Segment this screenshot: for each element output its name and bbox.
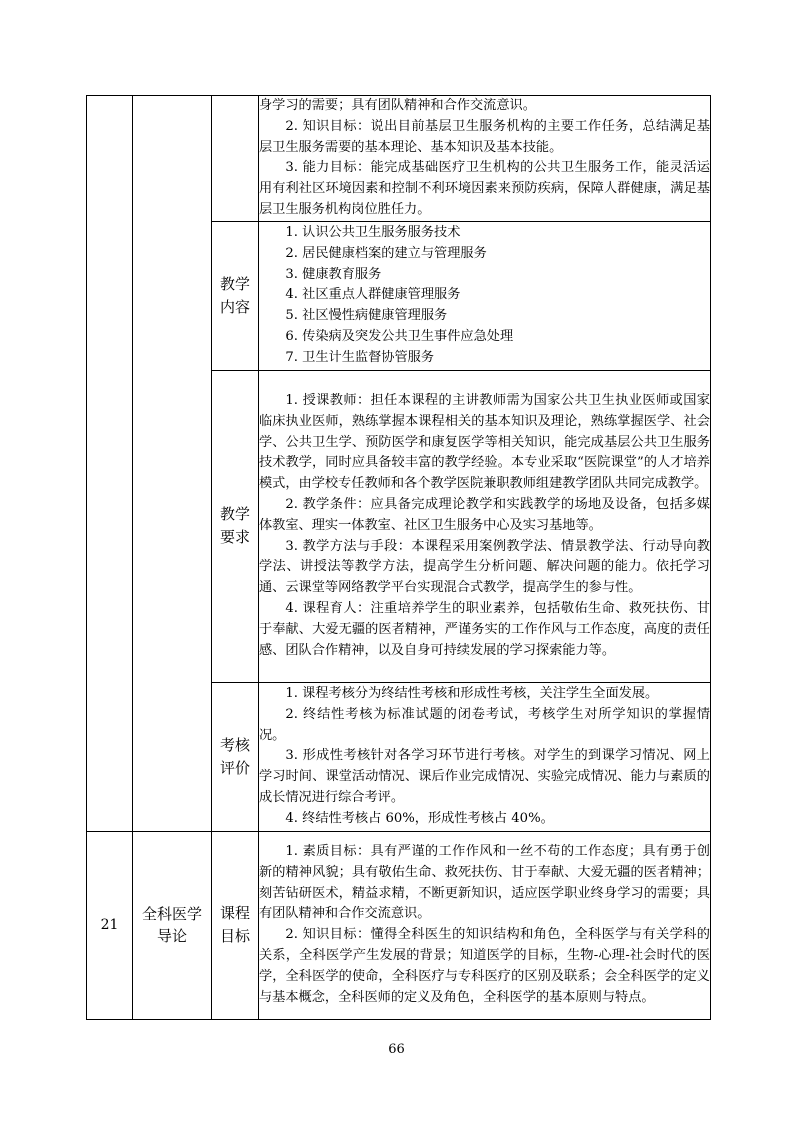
assessment-paragraph: 1. 课程考核分为终结性考核和形成性考核，关注学生全面发展。 [285,685,659,701]
label-line: 评价 [219,758,250,777]
label-line: 教学 [219,274,250,293]
course-name-line: 导论 [156,927,187,946]
objectives-continued-cell [259,96,711,222]
course-name-cell-prev [133,96,212,832]
content-item: 5. 社区慢性病健康管理服务 [285,308,448,324]
objective-paragraph: 1. 素质目标：具有严谨的工作作风和一丝不苟的工作态度；具有勇于创新的精神风貌；具有敬佑生命、救死扶伤、甘于奉献、大爱无疆的医者精神；刻苦钻研医术，精益求精，不断更新知识，适应医学职业终身学习的需要；具有团队精神和合作交流意识。 [259,844,710,922]
assessment-label [212,682,259,831]
objective-paragraph: 2. 知识目标：懂得全科医生的知识结构和角色，全科医学与有关学科的关系，全科医学产生发展的背景；知道医学的目标，生物-心理-社会时代的医学，全科医学的使命，全科医疗与专科医疗的区别及联系；会全科医学的定义与基本概念，全科医师的定义及角色，全科医学的基本原则与特点。 [259,927,710,1005]
content-item: 7. 卫生计生监督协管服务 [285,349,435,365]
assessment-paragraph: 3. 形成性考核针对各学习环节进行考核。对学生的到课学习情况、网上学习时间、课堂活动情况、课后作业完成情况、实验完成情况、能力与素质的成长情况进行综合考评。 [259,748,710,805]
label-line: 考核 [219,735,250,754]
table-row-course-21 [87,831,711,1019]
requirement-paragraph: 1. 授课教师：担任本课程的主讲教师需为国家公共卫生执业医师或国家临床执业医师，熟练掌握本课程相关的基本知识及理论，熟练掌握医学、社会学、公共卫生学、预防医学和康复医学等相关知识，能完成基层公共卫生服务技术教学，同时应具备较丰富的教学经验。本专业采取“医院课堂”的人才培养模式，由学校专任教师和各个教学医院兼职教师组建教学团队共同完成教学。 [259,393,710,492]
teaching-requirements-label [212,370,259,682]
assessment-cell [259,682,711,831]
teaching-content-label [212,221,259,370]
objectives-label-cell-prev [212,96,259,222]
label-line: 课程 [219,904,250,923]
course-number-cell-prev [87,96,133,832]
teaching-content-cell [259,221,711,370]
assessment-paragraph: 2. 终结性考核为标准试题的闭卷考试，考核学生对所学知识的掌握情况。 [259,706,710,743]
content-item: 1. 认识公共卫生服务服务技术 [285,224,461,240]
label-line: 内容 [219,297,250,316]
knowledge-objective: 2. 知识目标：说出目前基层卫生服务机构的主要工作任务，总结满足基层卫生服务需要的基本理论、基本知识及基本技能。 [259,118,710,155]
label-line: 目标 [219,927,250,946]
course-objectives-cell [259,831,711,1019]
ability-objective: 3. 能力目标：能完成基础医疗卫生机构的公共卫生服务工作，能灵活运用有利社区环境因素和控制不利环境因素来预防疾病，保障人群健康，满足基层卫生服务机构岗位胜任力。 [259,160,710,217]
course-number-cell: 21 [87,831,133,1019]
label-line: 要求 [219,528,250,547]
assessment-paragraph: 4. 终结性考核占 60%，形成性考核占 40%。 [285,810,554,826]
content-item: 4. 社区重点人群健康管理服务 [285,287,461,303]
course-objectives-label [212,831,259,1019]
content-item: 2. 居民健康档案的建立与管理服务 [285,245,487,261]
label-line: 教学 [219,505,250,524]
requirement-paragraph: 2. 教学条件：应具备完成理论教学和实践教学的场地及设备，包括多媒体教室、理实一体教室、社区卫生服务中心及实习基地等。 [259,497,710,533]
objectives-tail-line: 身学习的需要；具有团队精神和合作交流意识。 [259,98,536,113]
content-item: 6. 传染病及突发公共卫生事件应急处理 [285,328,514,344]
requirement-paragraph: 3. 教学方法与手段：本课程采用案例教学法、情景教学法、行动导向教学法、讲授法等教学方法，提高学生分析问题、解决问题的能力。依托学习通、云课堂等网络教学平台实现混合式教学，提高学生的参与性。 [259,538,710,596]
course-name-line: 全科医学 [141,905,202,924]
teaching-requirements-cell [259,370,711,682]
content-item: 3. 健康教育服务 [285,266,382,282]
table-row-objectives-continued [87,96,711,222]
course-name-cell [133,831,212,1019]
requirement-paragraph: 4. 课程育人：注重培养学生的职业素养，包括敬佑生命、救死扶伤、甘于奉献、大爱无疆的医者精神，严谨务实的工作作风与工作态度，高度的责任感、团队合作精神，以及自身可持续发展的学习探索能力等。 [259,601,710,658]
page-number: 66 [388,1042,405,1057]
course-table [86,95,711,1020]
